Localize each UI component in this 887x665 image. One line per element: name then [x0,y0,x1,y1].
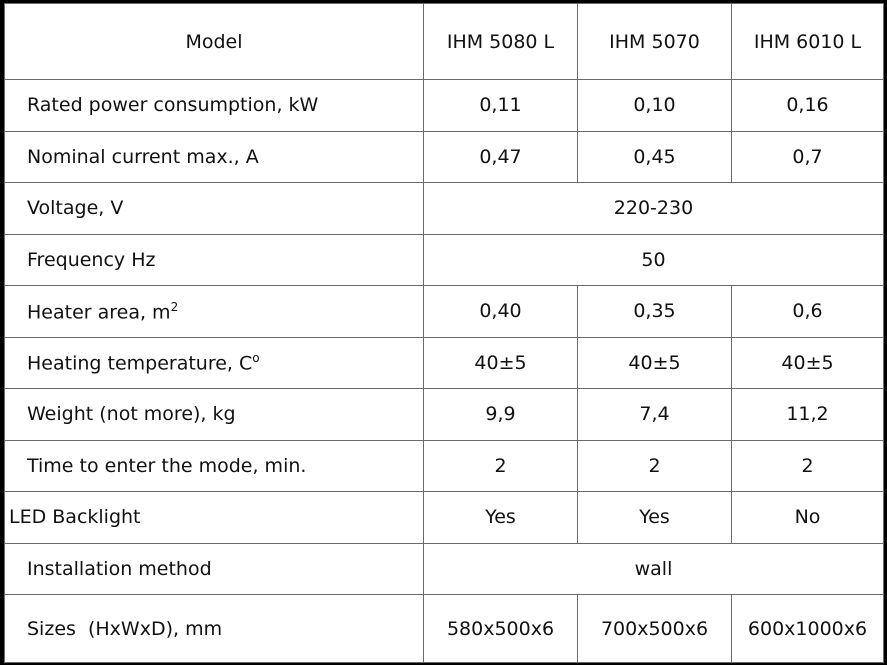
row-label-superscript: 2 [170,299,179,314]
merged-cell-value: 220-230 [424,183,884,235]
table-row [5,80,884,132]
row-label-text: Heating temperature, C [27,352,253,375]
table-row [5,492,884,544]
cell-value: 9,9 [424,389,578,441]
row-label: LED Backlight [5,492,424,544]
row-label: Rated power consumption, kW [5,80,424,132]
table-row [5,595,884,663]
cell-value: 7,4 [578,389,732,441]
cell-value: 700x500x6 [578,595,732,663]
table-row [5,440,884,492]
cell-value: 0,45 [578,131,732,183]
cell-value: 11,2 [732,389,884,441]
header-model-3: IHM 6010 L [732,4,884,80]
row-label: Installation method [5,543,424,595]
table-row [5,337,884,389]
table-row [5,183,884,235]
merged-cell-value: wall [424,543,884,595]
table-row [5,131,884,183]
row-label: Voltage, V [5,183,424,235]
row-label [5,337,424,389]
cell-value: No [732,492,884,544]
row-label: Nominal current max., A [5,131,424,183]
cell-value: 2 [578,440,732,492]
row-label-superscript: o [252,351,260,366]
cell-value: 2 [424,440,578,492]
cell-value: 580x500x6 [424,595,578,663]
row-label: Weight (not more), kg [5,389,424,441]
spec-table-frame [4,3,883,662]
cell-value: 40±5 [732,337,884,389]
header-model-1: IHM 5080 L [424,4,578,80]
row-label-text: Heater area, m [27,300,171,323]
cell-value: 2 [732,440,884,492]
header-model-label: Model [5,4,424,80]
table-row [5,286,884,338]
cell-value: 40±5 [578,337,732,389]
row-label: Time to enter the mode, min. [5,440,424,492]
cell-value: 0,35 [578,286,732,338]
specification-table [4,3,884,663]
header-row [5,4,884,80]
header-model-2: IHM 5070 [578,4,732,80]
cell-value: 600x1000x6 [732,595,884,663]
cell-value: Yes [424,492,578,544]
merged-cell-value: 50 [424,234,884,286]
row-label: Sizes (HxWxD), mm [5,595,424,663]
row-label: Frequency Hz [5,234,424,286]
table-row [5,389,884,441]
cell-value: 40±5 [424,337,578,389]
cell-value: 0,6 [732,286,884,338]
cell-value: 0,40 [424,286,578,338]
cell-value: 0,7 [732,131,884,183]
cell-value: 0,16 [732,80,884,132]
table-row [5,543,884,595]
row-label [5,286,424,338]
table-row [5,234,884,286]
cell-value: 0,47 [424,131,578,183]
cell-value: 0,11 [424,80,578,132]
cell-value: 0,10 [578,80,732,132]
cell-value: Yes [578,492,732,544]
